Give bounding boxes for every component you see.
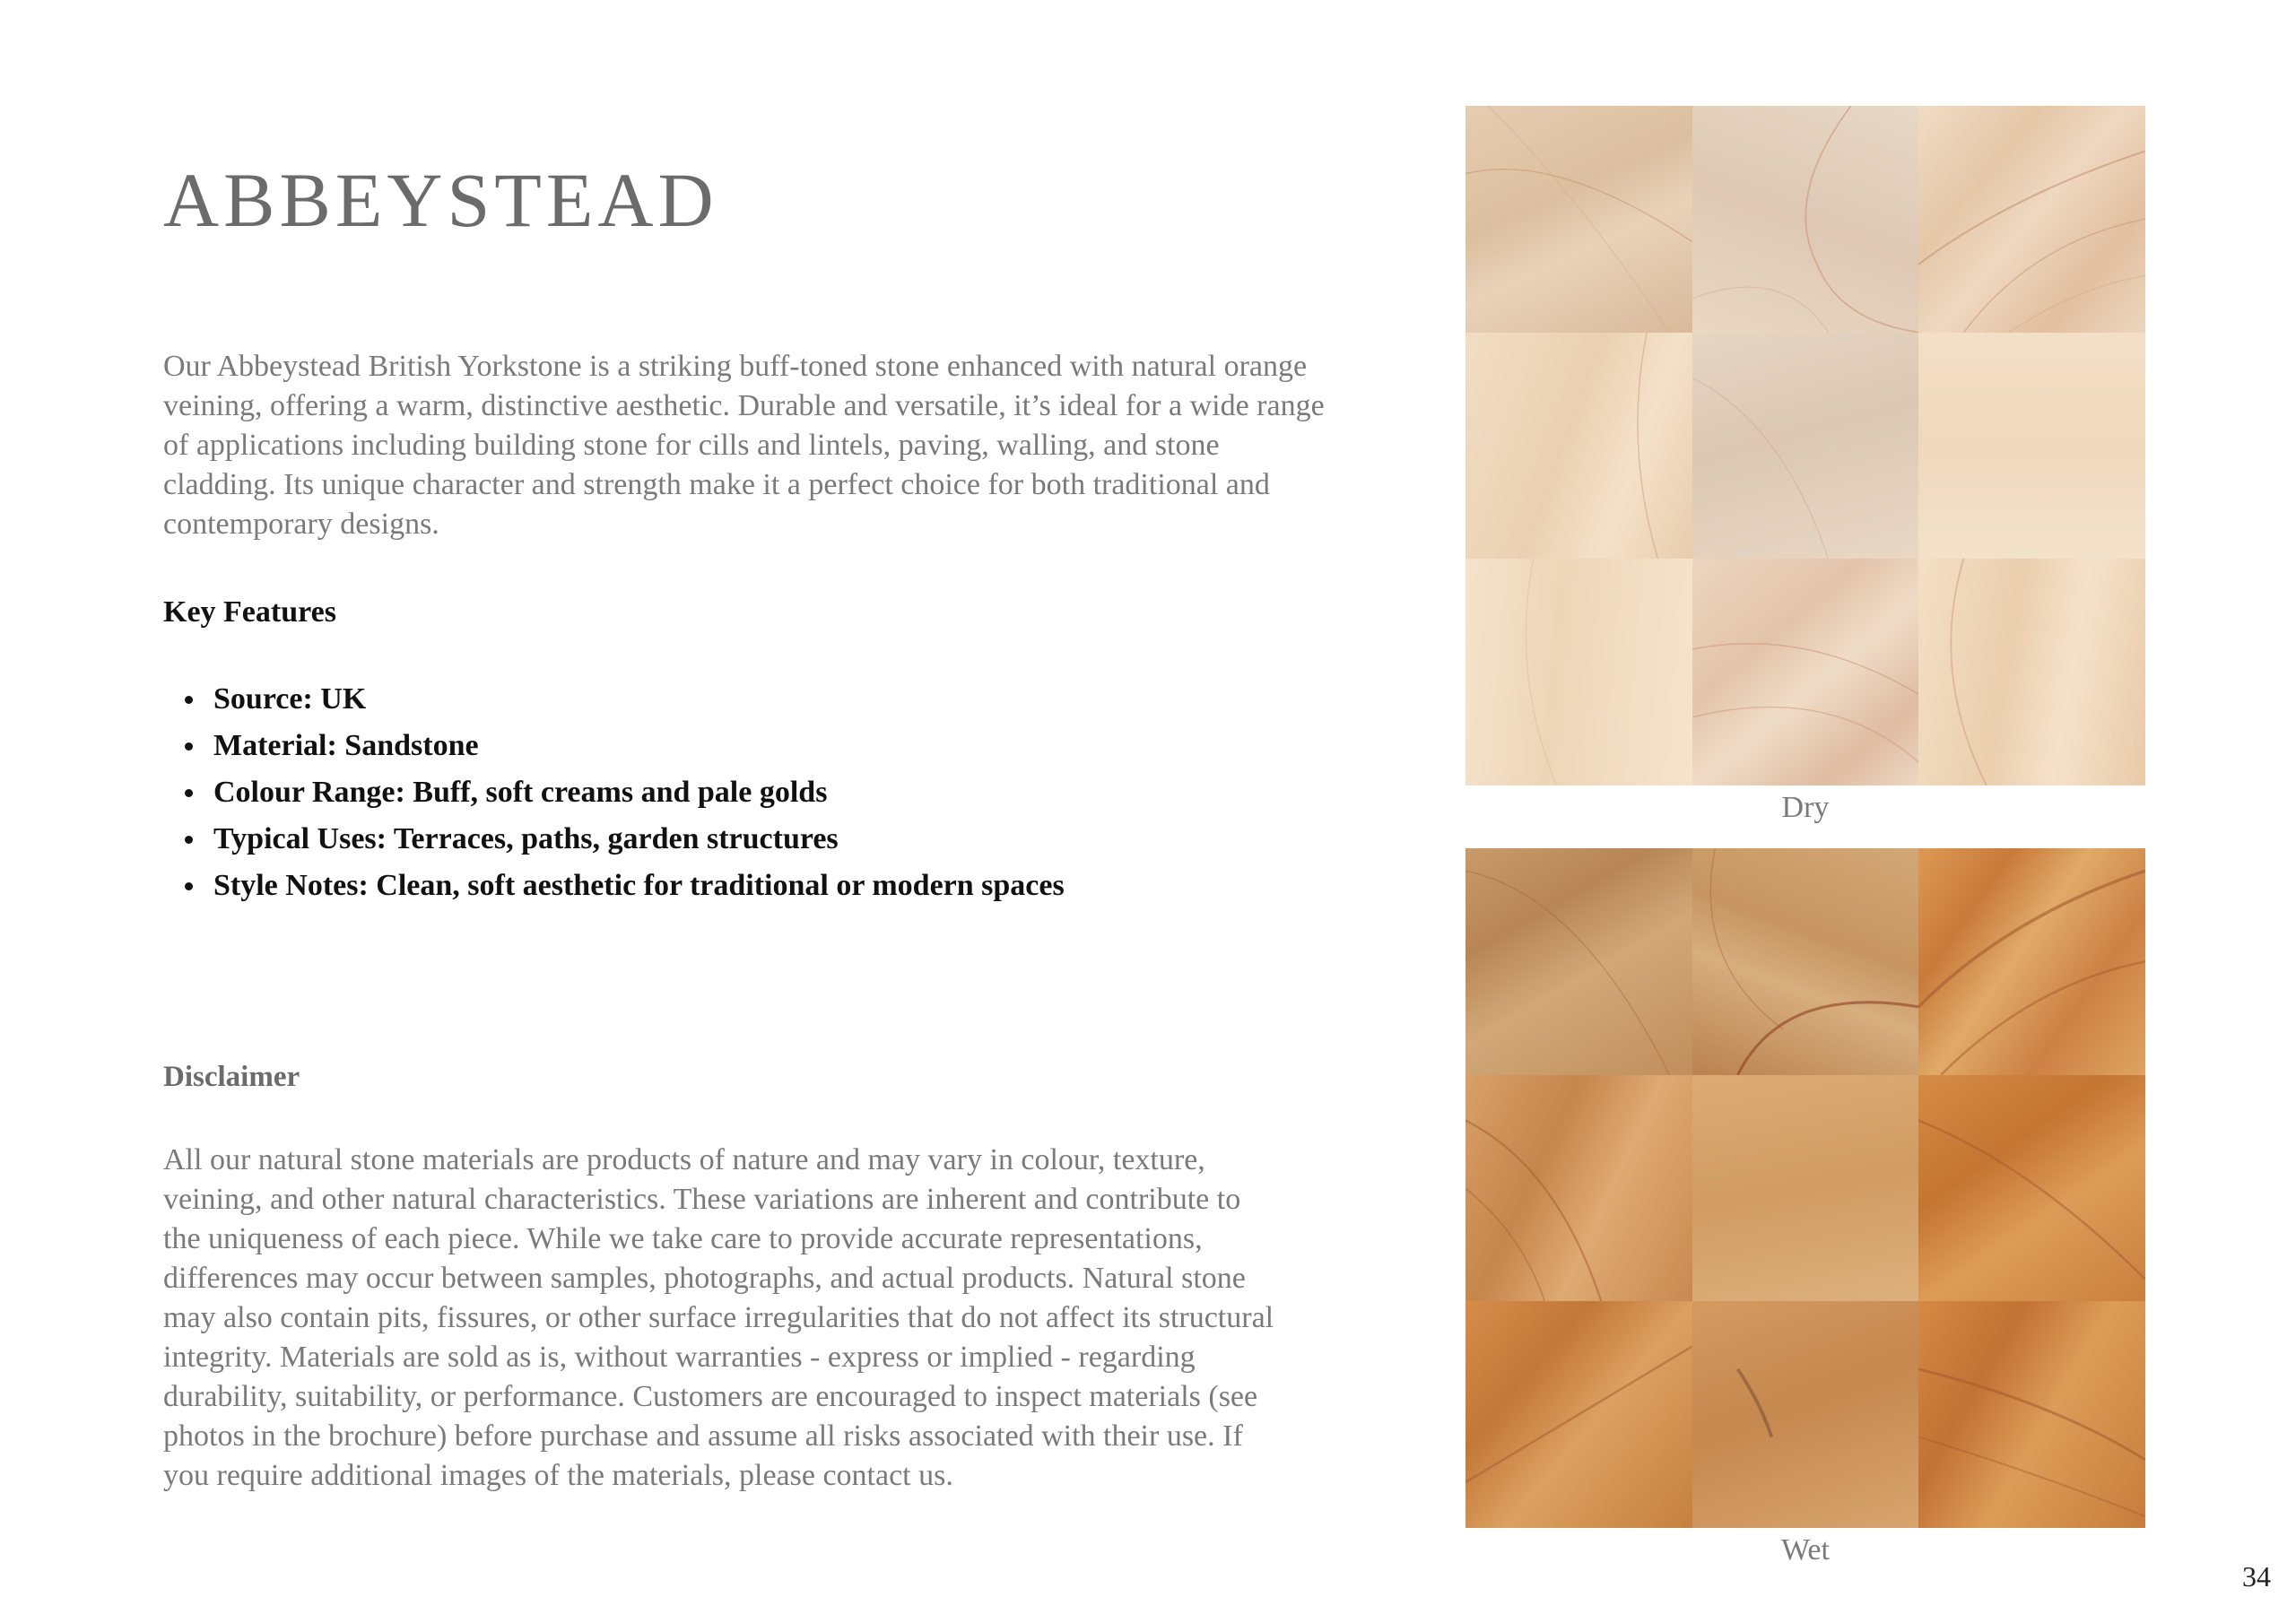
page-title: ABBEYSTEAD — [163, 157, 718, 243]
intro-paragraph: Our Abbeystead British Yorkstone is a striking buff-toned stone enhanced with natural orange veining, offering a warm, distinctive aesthetic. Durable and versatile, it’s ideal for a wide range of applications including building stone for cills and lintels, paving, walling, and stone cladding. Its unique character and strength make it a perfect choice for both traditional and contemporary designs. — [163, 350, 1325, 541]
wet-stone-tile — [1918, 1301, 2145, 1528]
dry-stone-tile — [1918, 106, 2145, 333]
dry-stone-tile — [1692, 333, 1919, 560]
wet-stone-tile — [1918, 1075, 2145, 1302]
dry-stone-tile — [1692, 559, 1919, 785]
wet-stone-tile — [1918, 848, 2145, 1075]
dry-stone-tile — [1918, 333, 2145, 560]
key-features-list — [163, 676, 1065, 909]
wet-stone-tile — [1465, 1075, 1692, 1302]
dry-stone-tile — [1918, 559, 2145, 785]
dry-stone-tile — [1465, 106, 1692, 333]
key-features-heading: Key Features — [163, 595, 336, 629]
wet-stone-tile — [1465, 1301, 1692, 1528]
key-feature-item: Style Notes: Clean, soft aesthetic for traditional or modern spaces — [163, 863, 1065, 909]
dry-stone-image — [1465, 106, 2145, 785]
wet-stone-tile — [1465, 848, 1692, 1075]
wet-stone-tile — [1692, 1075, 1919, 1302]
wet-stone-tile — [1692, 848, 1919, 1075]
wet-stone-tile — [1692, 1301, 1919, 1528]
dry-stone-tile — [1465, 333, 1692, 560]
key-feature-item: Source: UK — [163, 676, 1065, 723]
key-feature-item: Material: Sandstone — [163, 723, 1065, 769]
wet-caption: Wet — [1781, 1533, 1830, 1567]
dry-caption: Dry — [1781, 791, 1830, 824]
wet-stone-image — [1465, 848, 2145, 1528]
key-feature-item: Typical Uses: Terraces, paths, garden structures — [163, 816, 1065, 863]
disclaimer-heading: Disclaimer — [163, 1061, 300, 1093]
page-number: 34 — [2242, 1560, 2271, 1593]
dry-stone-tile — [1465, 559, 1692, 785]
dry-stone-tile — [1692, 106, 1919, 333]
key-feature-item: Colour Range: Buff, soft creams and pale golds — [163, 769, 1065, 816]
disclaimer-text: All our natural stone materials are products of nature and may vary in colour, texture, veining, and other natural characteristics. These variations are inherent and contribute to the uniqueness of each piece. While we take care to provide accurate representations, differences may occur between samples, photographs, and actual products. Natural stone may also contain pits, fissures, or other surface irregularities that do not affect its structural integrity. Materials are sold as is, without warranties - express or implied - regarding durability, suitability, or performance. Customers are encouraged to inspect materials (see photos in the brochure) before purchase and assume all risks associated with their use. If you require additional images of the materials, please contact us. — [163, 1143, 1274, 1492]
